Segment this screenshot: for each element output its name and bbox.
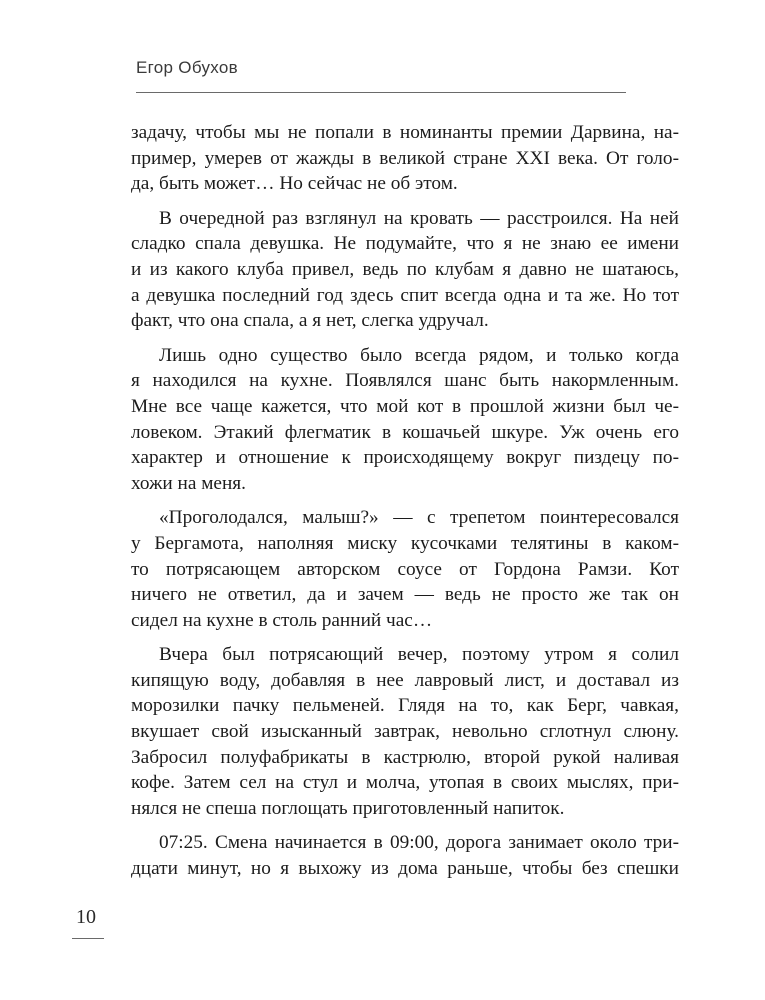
text-line: В очередной раз взглянул на кровать — расстроился. На ней [159, 207, 679, 229]
text-line: да, быть может… Но сейчас не об этом. [131, 173, 458, 195]
text-line: ловеком. Этакий флегматик в кошачьей шкуре. Уж очень его [131, 421, 679, 443]
page-number: 10 [76, 906, 96, 928]
text-line: Лишь одно существо было всегда рядом, и только когда [159, 344, 679, 366]
paragraph-6 [131, 830, 679, 881]
text-line: 07:25. Смена начинается в 09:00, дорога занимает около три- [159, 832, 679, 854]
text-line: сидел на кухне в столь ранний час… [131, 609, 433, 631]
text-line: кипящую воду, добавляя в нее лавровый лист, и доставал из [131, 669, 679, 691]
header-rule [136, 92, 626, 93]
text-line: вкушает свой изысканный завтрак, невольно сглотнул слюну. [131, 721, 679, 743]
text-line: у Бергамота, наполняя миску кусочками телятины в каком- [131, 532, 679, 554]
paragraph-3 [131, 343, 679, 497]
text-line: «Проголодался, малыш?» — с трепетом поинтересовался [159, 507, 679, 529]
paragraph-5 [131, 642, 679, 821]
text-line: кофе. Затем сел на стул и молча, утопая в своих мыслях, при- [131, 772, 679, 794]
text-line: я находился на кухне. Появлялся шанс быть накормленным. [131, 370, 679, 392]
text-line: морозилки пачку пельменей. Глядя на то, как Берг, чавкая, [131, 695, 679, 717]
text-line: Вчера был потрясающий вечер, поэтому утром я солил [159, 644, 679, 666]
text-line: ничего не ответил, да и зачем — ведь не просто же так он [131, 584, 679, 606]
text-line: дцати минут, но я выхожу из дома раньше, чтобы без спешки [131, 858, 679, 880]
footer-rule [72, 938, 104, 939]
running-header-author: Егор Обухов [136, 58, 238, 77]
body-text [131, 120, 679, 891]
text-line: задачу, чтобы мы не попали в номинанты премии Дарвина, на- [131, 122, 679, 143]
text-line: сладко спала девушка. Не подумайте, что я не знаю ее имени [131, 233, 679, 255]
text-line: то потрясающем авторском соусе от Гордона Рамзи. Кот [131, 558, 679, 580]
text-line: Забросил полуфабрикаты в кастрюлю, второй рукой наливая [131, 746, 679, 768]
text-line: пример, умерев от жажды в великой стране XXI века. От голо- [131, 147, 679, 169]
text-line: хожи на меня. [131, 472, 246, 494]
text-line: характер и отношение к происходящему вокруг пиздецу по- [131, 447, 679, 469]
text-line: нялся не спеша поглощать приготовленный напиток. [131, 797, 565, 819]
paragraph-4 [131, 505, 679, 633]
text-line: Мне все чаще кажется, что мой кот в прошлой жизни был че- [131, 395, 679, 417]
text-line: и из какого клуба привел, ведь по клубам я давно не шатаюсь, [131, 258, 679, 280]
text-line: факт, что она спала, а я нет, слегка удручал. [131, 310, 489, 332]
paragraph-2 [131, 206, 679, 334]
text-line: а девушка последний год здесь спит всегда одна и та же. Но тот [131, 284, 679, 306]
paragraph-1 [131, 120, 679, 197]
